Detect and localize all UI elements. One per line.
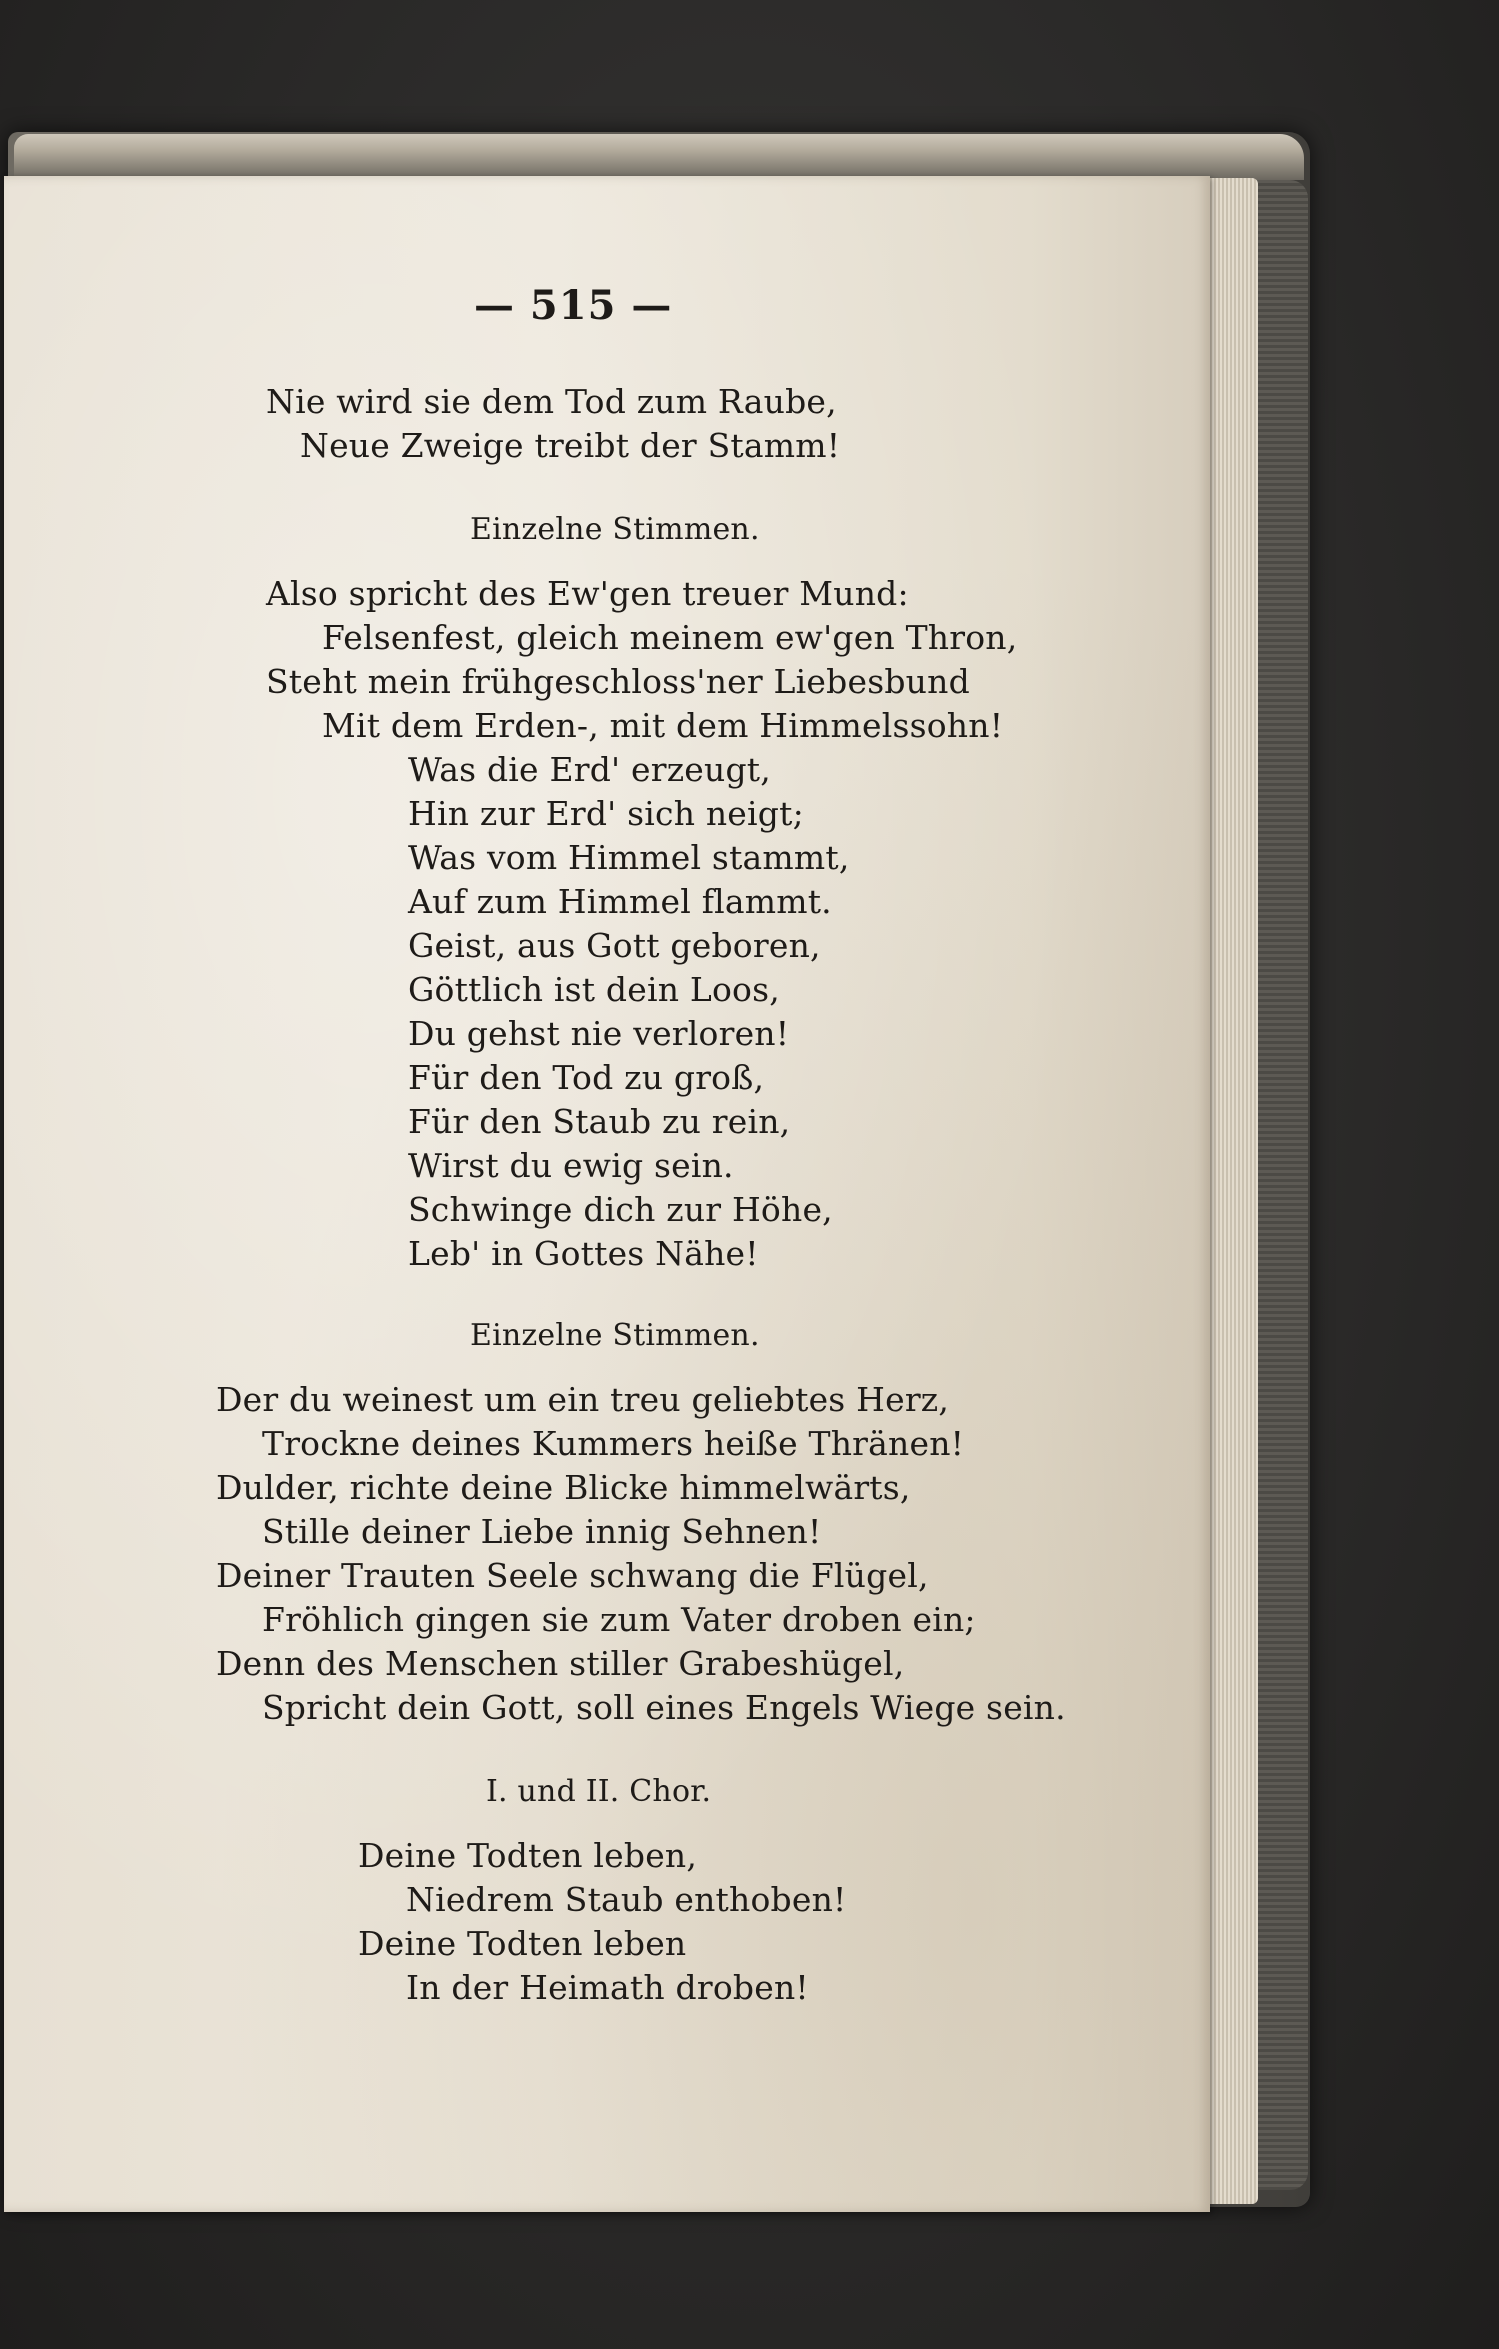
verse-line: Also spricht des Ew'gen treuer Mund:	[266, 574, 909, 613]
verse-line: Wirst du ewig sein.	[408, 1146, 734, 1185]
verse-line: Schwinge dich zur Höhe,	[408, 1190, 833, 1229]
verse-line: Fröhlich gingen sie zum Vater droben ein;	[262, 1600, 976, 1639]
verse-line: Für den Staub zu rein,	[408, 1102, 791, 1141]
book-page	[4, 176, 1210, 2212]
verse-line: Was vom Himmel stammt,	[408, 838, 850, 877]
verse-line: In der Heimath droben!	[406, 1968, 809, 2007]
verse-line: Niedrem Staub enthoben!	[406, 1880, 847, 1919]
page-number: — 515 —	[474, 282, 673, 329]
verse-line: Was die Erd' erzeugt,	[408, 750, 771, 789]
verse-line: Mit dem Erden-, mit dem Himmelssohn!	[322, 706, 1004, 745]
verse-line: Steht mein frühgeschloss'ner Liebesbund	[266, 662, 970, 701]
verse-line: Deiner Trauten Seele schwang die Flügel,	[216, 1556, 929, 1595]
verse-line: Göttlich ist dein Loos,	[408, 970, 780, 1009]
verse-line: Leb' in Gottes Nähe!	[408, 1234, 759, 1273]
cover-worn-edge	[14, 134, 1304, 180]
verse-line: Für den Tod zu groß,	[408, 1058, 765, 1097]
verse-line: Nie wird sie dem Tod zum Raube,	[266, 382, 837, 421]
section-heading: Einzelne Stimmen.	[470, 512, 760, 547]
verse-line: Auf zum Himmel flammt.	[408, 882, 832, 921]
section-heading: I. und II. Chor.	[486, 1774, 712, 1809]
verse-line: Deine Todten leben,	[358, 1836, 698, 1875]
section-heading: Einzelne Stimmen.	[470, 1318, 760, 1353]
verse-line: Du gehst nie verloren!	[408, 1014, 790, 1053]
verse-line: Dulder, richte deine Blicke himmelwärts,	[216, 1468, 911, 1507]
verse-line: Felsenfest, gleich meinem ew'gen Thron,	[322, 618, 1018, 657]
verse-line: Denn des Menschen stiller Grabeshügel,	[216, 1644, 905, 1683]
verse-line: Geist, aus Gott geboren,	[408, 926, 821, 965]
verse-line: Neue Zweige treibt der Stamm!	[300, 426, 841, 465]
verse-line: Stille deiner Liebe innig Sehnen!	[262, 1512, 822, 1551]
verse-line: Der du weinest um ein treu geliebtes Herz,	[216, 1380, 950, 1419]
verse-line: Spricht dein Gott, soll eines Engels Wiege sein.	[262, 1688, 1066, 1727]
verse-line: Deine Todten leben	[358, 1924, 687, 1963]
verse-line: Hin zur Erd' sich neigt;	[408, 794, 804, 833]
verse-line: Trockne deines Kummers heiße Thränen!	[262, 1424, 965, 1463]
